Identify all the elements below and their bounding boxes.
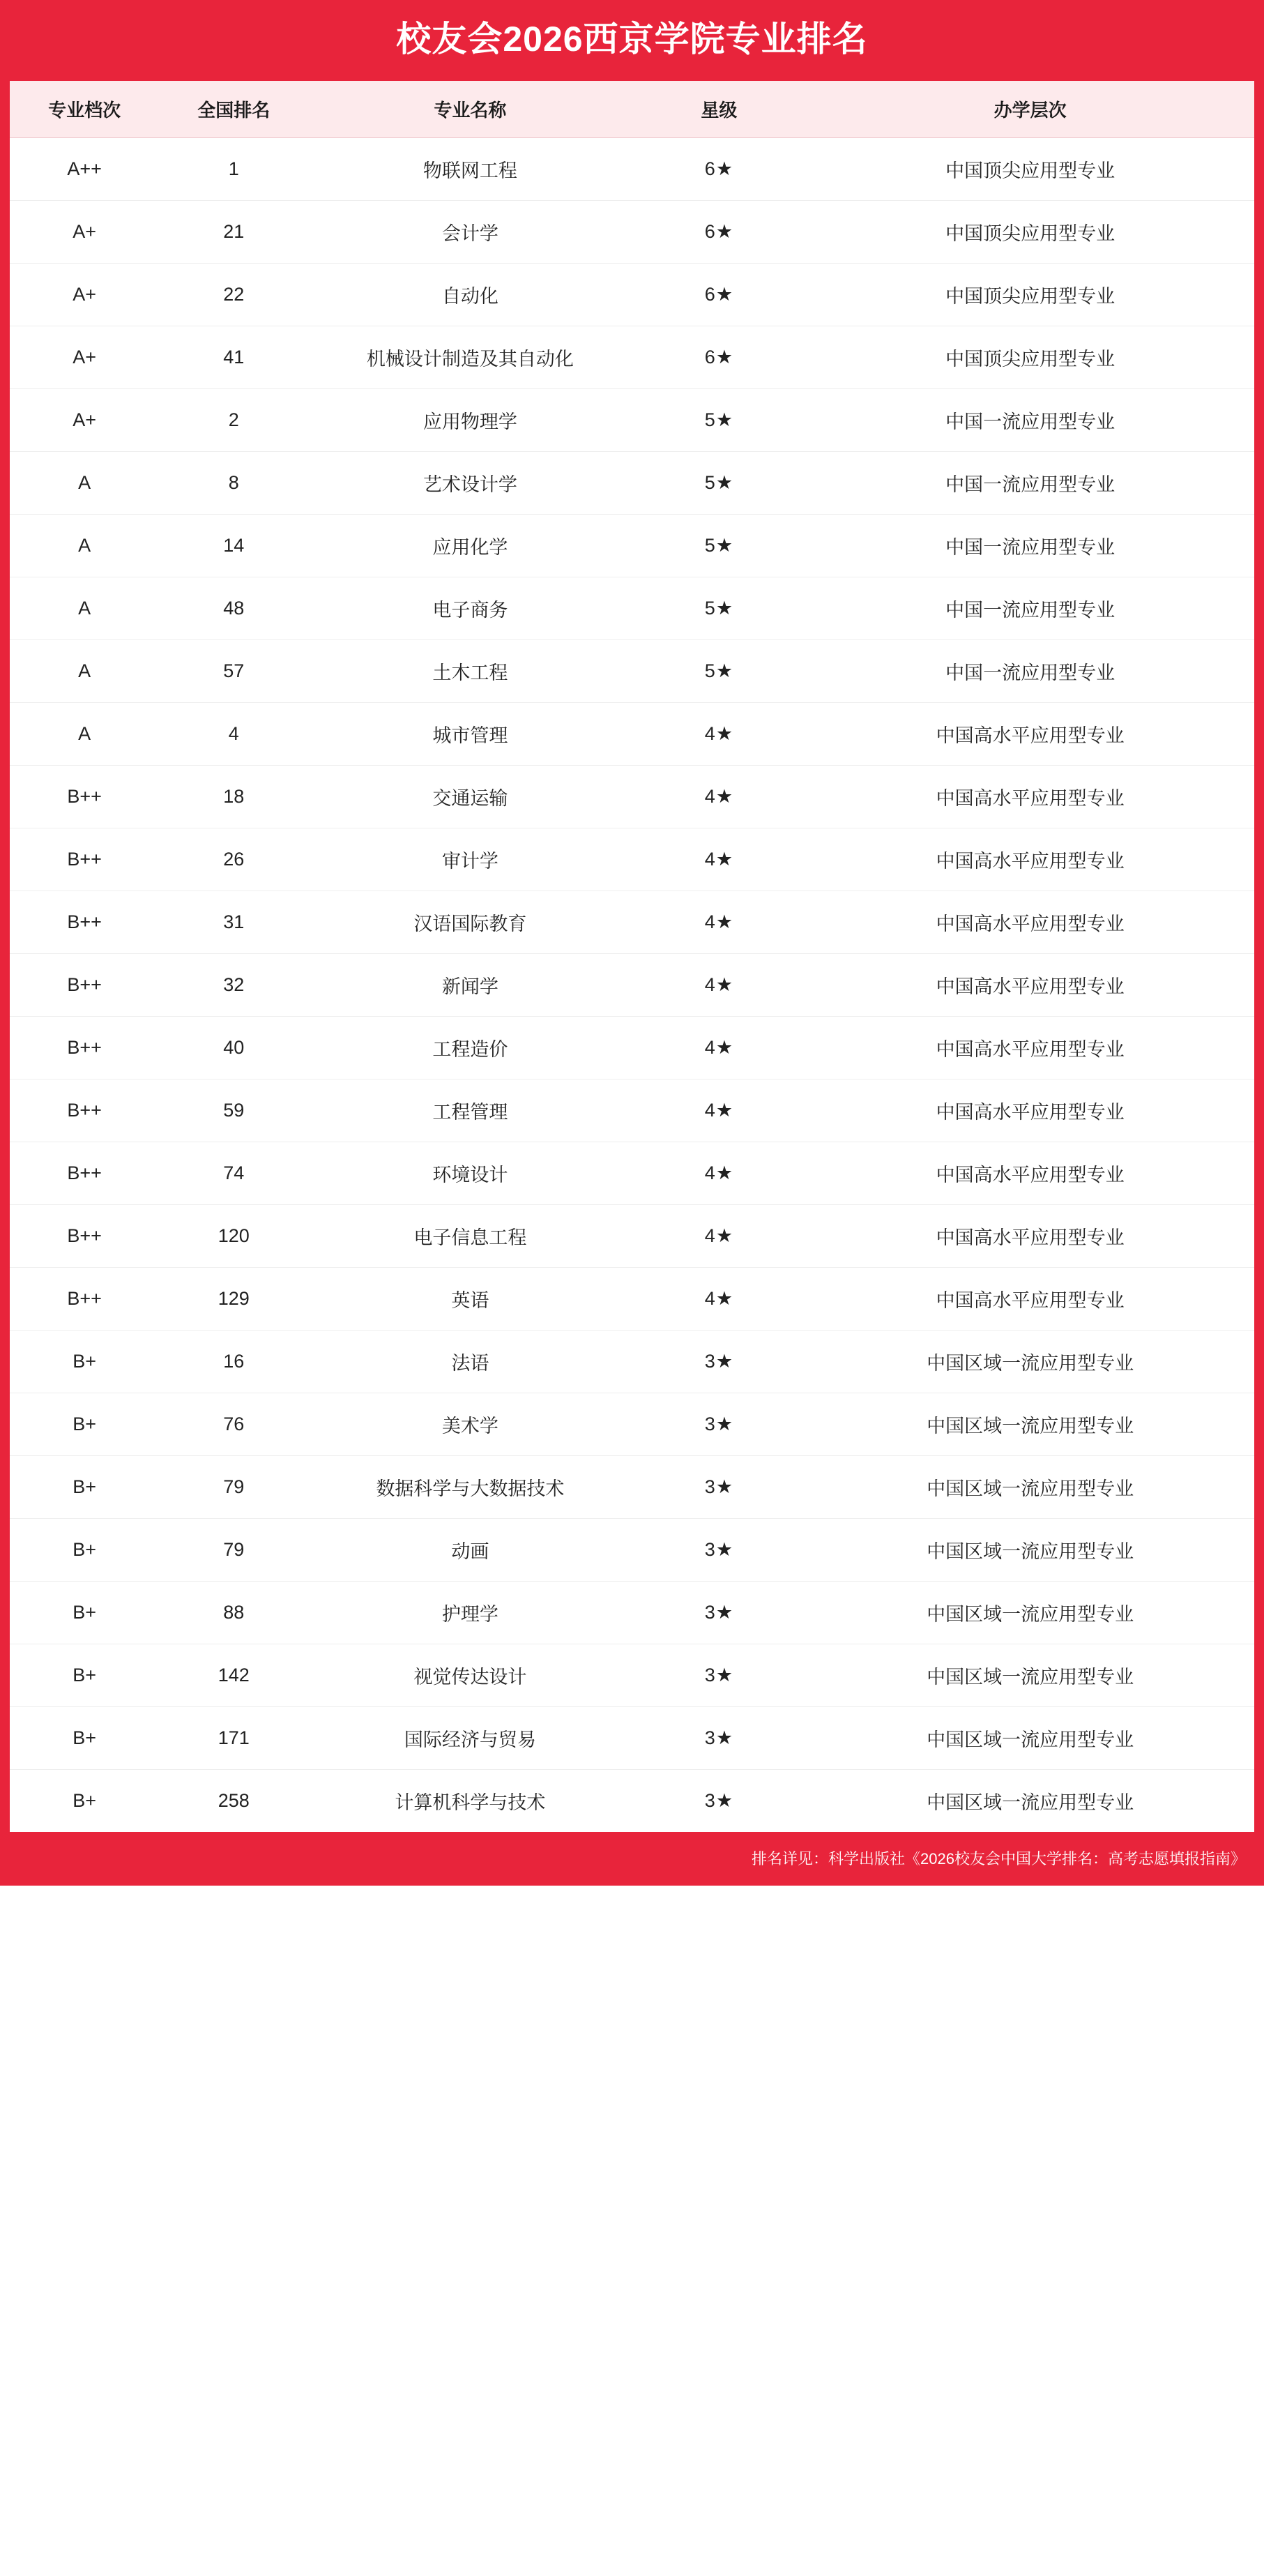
- cell-star: 5★: [632, 452, 806, 515]
- cell-rank: 1: [159, 138, 308, 201]
- cell-major: 工程管理: [308, 1079, 632, 1142]
- cell-level: 中国高水平应用型专业: [806, 703, 1254, 766]
- ranking-table-container: [10, 81, 1254, 1832]
- cell-rank: 8: [159, 452, 308, 515]
- cell-rank: 14: [159, 515, 308, 577]
- cell-tier: A+: [10, 201, 159, 264]
- cell-rank: 79: [159, 1456, 308, 1519]
- cell-star: 4★: [632, 1079, 806, 1142]
- cell-star: 6★: [632, 138, 806, 201]
- cell-rank: 40: [159, 1017, 308, 1079]
- cell-major: 数据科学与大数据技术: [308, 1456, 632, 1519]
- cell-level: 中国高水平应用型专业: [806, 828, 1254, 891]
- cell-major: 美术学: [308, 1393, 632, 1456]
- cell-tier: A+: [10, 389, 159, 452]
- cell-level: 中国一流应用型专业: [806, 577, 1254, 640]
- table-row: [10, 1331, 1254, 1393]
- cell-major: 新闻学: [308, 954, 632, 1017]
- cell-level: 中国高水平应用型专业: [806, 1017, 1254, 1079]
- cell-major: 物联网工程: [308, 138, 632, 201]
- table-row: [10, 264, 1254, 326]
- cell-rank: 258: [218, 1790, 250, 1811]
- cell-tier: B++: [10, 1268, 159, 1331]
- cell-rank: 59: [159, 1079, 308, 1142]
- cell-tier: B++: [10, 891, 159, 954]
- cell-tier: B++: [10, 766, 159, 828]
- cell-star: 4★: [632, 766, 806, 828]
- table-row: [10, 326, 1254, 389]
- ranking-table: [10, 81, 1254, 1832]
- cell-star: 4★: [632, 1268, 806, 1331]
- cell-tier: A: [10, 577, 159, 640]
- table-row: [10, 1644, 1254, 1707]
- cell-star: 3★: [632, 1331, 806, 1393]
- cell-tier: B+: [10, 1644, 159, 1707]
- cell-star: 3★: [704, 1790, 734, 1811]
- table-row: [10, 1017, 1254, 1079]
- cell-major: 机械设计制造及其自动化: [308, 326, 632, 389]
- cell-level: 中国区域一流应用型专业: [927, 1792, 1134, 1813]
- cell-star: 5★: [632, 640, 806, 703]
- cell-level: 中国区域一流应用型专业: [806, 1582, 1254, 1644]
- cell-rank: 129: [159, 1268, 308, 1331]
- cell-rank: 88: [159, 1582, 308, 1644]
- column-header-tier: 专业档次: [10, 81, 159, 138]
- cell-level: 中国一流应用型专业: [806, 389, 1254, 452]
- cell-star: 3★: [632, 1582, 806, 1644]
- cell-star: 4★: [632, 891, 806, 954]
- table-row: [10, 389, 1254, 452]
- footer-note: 排名详见：科学出版社《2026校友会中国大学排名：高考志愿填报指南》: [0, 1832, 1264, 1886]
- cell-major: 电子信息工程: [308, 1205, 632, 1268]
- cell-tier: B++: [10, 1205, 159, 1268]
- cell-level: 中国高水平应用型专业: [806, 954, 1254, 1017]
- cell-major: 汉语国际教育: [308, 891, 632, 954]
- cell-major: 法语: [308, 1331, 632, 1393]
- cell-level: 中国一流应用型专业: [806, 452, 1254, 515]
- cell-tier: B+: [10, 1582, 159, 1644]
- cell-star: 5★: [632, 515, 806, 577]
- cell-tier: B+: [10, 1519, 159, 1582]
- cell-tier: B+: [10, 1331, 159, 1393]
- table-row: [10, 577, 1254, 640]
- table-row: [10, 1205, 1254, 1268]
- cell-tier: A++: [10, 138, 159, 201]
- cell-major: 国际经济与贸易: [308, 1707, 632, 1770]
- table-row: [10, 1142, 1254, 1205]
- cell-major: 土木工程: [308, 640, 632, 703]
- cell-star: 4★: [632, 1205, 806, 1268]
- cell-rank: 57: [159, 640, 308, 703]
- cell-star: 6★: [632, 326, 806, 389]
- table-row: [10, 452, 1254, 515]
- cell-rank: 2: [159, 389, 308, 452]
- cell-level: 中国区域一流应用型专业: [806, 1707, 1254, 1770]
- cell-level: 中国一流应用型专业: [806, 640, 1254, 703]
- cell-major: 自动化: [308, 264, 632, 326]
- column-header-major: 专业名称: [308, 81, 632, 138]
- table-row: [10, 1582, 1254, 1644]
- cell-tier: A+: [10, 326, 159, 389]
- table-row: [10, 1519, 1254, 1582]
- cell-tier: A: [10, 640, 159, 703]
- cell-major: 计算机科学与技术: [395, 1792, 546, 1813]
- cell-level: 中国高水平应用型专业: [806, 891, 1254, 954]
- cell-star: 5★: [632, 577, 806, 640]
- cell-tier: A: [10, 452, 159, 515]
- cell-major: 护理学: [308, 1582, 632, 1644]
- table-row: [10, 1770, 1254, 1833]
- cell-rank: 48: [159, 577, 308, 640]
- column-header-rank: 全国排名: [159, 81, 308, 138]
- cell-major: 视觉传达设计: [308, 1644, 632, 1707]
- cell-star: 3★: [632, 1707, 806, 1770]
- cell-major: 应用物理学: [308, 389, 632, 452]
- cell-major: 动画: [308, 1519, 632, 1582]
- cell-tier: B++: [10, 1017, 159, 1079]
- cell-level: 中国区域一流应用型专业: [806, 1519, 1254, 1582]
- cell-star: 6★: [632, 201, 806, 264]
- table-row: [10, 1079, 1254, 1142]
- cell-tier: A: [10, 703, 159, 766]
- cell-major: 城市管理: [308, 703, 632, 766]
- cell-tier: B++: [10, 954, 159, 1017]
- cell-star: 6★: [632, 264, 806, 326]
- table-row: [10, 1268, 1254, 1331]
- table-header-row: [10, 81, 1254, 138]
- cell-level: 中国高水平应用型专业: [806, 1205, 1254, 1268]
- cell-star: 3★: [632, 1519, 806, 1582]
- cell-level: 中国顶尖应用型专业: [806, 264, 1254, 326]
- cell-tier: B+: [10, 1707, 159, 1770]
- cell-level: 中国高水平应用型专业: [806, 1268, 1254, 1331]
- cell-level: 中国高水平应用型专业: [806, 1142, 1254, 1205]
- table-row: [10, 828, 1254, 891]
- cell-star: 5★: [632, 389, 806, 452]
- table-row: [10, 891, 1254, 954]
- cell-tier: A: [10, 515, 159, 577]
- cell-rank: 32: [159, 954, 308, 1017]
- cell-major: 会计学: [308, 201, 632, 264]
- cell-star: 4★: [632, 954, 806, 1017]
- table-row: [10, 954, 1254, 1017]
- column-header-level: 办学层次: [806, 81, 1254, 138]
- cell-rank: 74: [159, 1142, 308, 1205]
- page-header: [0, 0, 1264, 81]
- cell-star: 3★: [632, 1393, 806, 1456]
- cell-rank: 4: [159, 703, 308, 766]
- cell-major: 工程造价: [308, 1017, 632, 1079]
- cell-level: 中国一流应用型专业: [806, 515, 1254, 577]
- cell-tier: A+: [10, 264, 159, 326]
- table-row: [10, 1393, 1254, 1456]
- cell-level: 中国高水平应用型专业: [806, 766, 1254, 828]
- cell-rank: 120: [159, 1205, 308, 1268]
- cell-rank: 76: [159, 1393, 308, 1456]
- cell-rank: 18: [159, 766, 308, 828]
- page-title: 校友会2026西京学院专业排名: [396, 20, 868, 59]
- table-header: [10, 81, 1254, 138]
- cell-level: 中国顶尖应用型专业: [806, 201, 1254, 264]
- cell-major: 应用化学: [308, 515, 632, 577]
- cell-rank: 31: [159, 891, 308, 954]
- cell-tier: B+: [10, 1393, 159, 1456]
- cell-rank: 26: [159, 828, 308, 891]
- cell-rank: 16: [159, 1331, 308, 1393]
- table-row: [10, 1456, 1254, 1519]
- column-header-star: 星级: [632, 81, 806, 138]
- table-row: [10, 766, 1254, 828]
- cell-star: 3★: [632, 1644, 806, 1707]
- cell-tier: B++: [10, 1142, 159, 1205]
- cell-star: 3★: [632, 1456, 806, 1519]
- cell-level: 中国顶尖应用型专业: [806, 138, 1254, 201]
- cell-level: 中国区域一流应用型专业: [806, 1644, 1254, 1707]
- cell-major: 艺术设计学: [308, 452, 632, 515]
- table-row: [10, 703, 1254, 766]
- cell-level: 中国区域一流应用型专业: [806, 1393, 1254, 1456]
- cell-rank: 171: [159, 1707, 308, 1770]
- cell-major: 交通运输: [308, 766, 632, 828]
- cell-star: 4★: [632, 828, 806, 891]
- cell-level: 中国高水平应用型专业: [806, 1079, 1254, 1142]
- cell-rank: 22: [159, 264, 308, 326]
- cell-rank: 142: [159, 1644, 308, 1707]
- cell-major: 环境设计: [308, 1142, 632, 1205]
- cell-major: 英语: [308, 1268, 632, 1331]
- table-row: [10, 515, 1254, 577]
- table-row: [10, 1707, 1254, 1770]
- cell-tier: B++: [10, 828, 159, 891]
- cell-level: 中国区域一流应用型专业: [806, 1456, 1254, 1519]
- cell-rank: 41: [159, 326, 308, 389]
- cell-tier: B+: [73, 1790, 96, 1811]
- cell-major: 电子商务: [308, 577, 632, 640]
- cell-level: 中国区域一流应用型专业: [806, 1331, 1254, 1393]
- cell-rank: 21: [159, 201, 308, 264]
- table-row: [10, 201, 1254, 264]
- cell-star: 4★: [632, 703, 806, 766]
- cell-star: 4★: [632, 1142, 806, 1205]
- table-body: [10, 138, 1254, 1833]
- cell-tier: B+: [10, 1456, 159, 1519]
- cell-tier: B++: [10, 1079, 159, 1142]
- cell-rank: 79: [159, 1519, 308, 1582]
- cell-level: 中国顶尖应用型专业: [806, 326, 1254, 389]
- cell-major: 审计学: [308, 828, 632, 891]
- table-row: [10, 138, 1254, 201]
- cell-star: 4★: [632, 1017, 806, 1079]
- table-row: [10, 640, 1254, 703]
